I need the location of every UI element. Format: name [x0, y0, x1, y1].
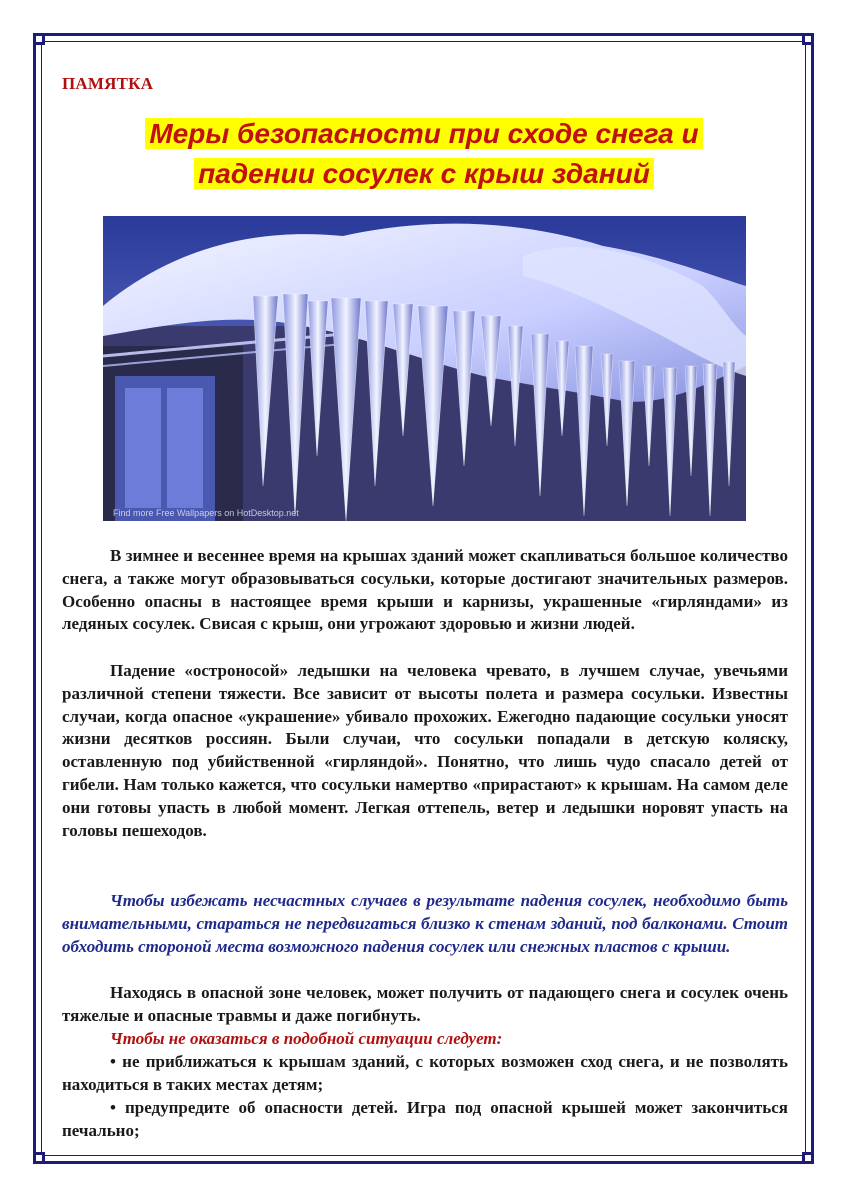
corner-ornament-bottom-right	[802, 1152, 814, 1164]
paragraph-1: В зимнее и весеннее время на крышах зданий может скапливаться большое количество снега, а также могут образовываться сосульки, которые достигают значительных размеров. Особенно опасны в настоящее время крыши и карнизы, украшенные «гирляндами» из ледяных сосулек. Свисая с крыш, они угрожают здоровью и жизни людей.	[62, 546, 788, 634]
paragraph-2: Падение «остроносой» ледышки на человека чревато, в лучшем случае, увечьями различной степени тяжести. Все зависит от высоты полета и размера сосульки. Известны случаи, когда опасное «украшение» убивало прохожих. Ежегодно падающие сосульки уносят жизни десятков россиян. Были случаи, что сосульки попадали в детскую коляску, оставленную под убийственной «гирляндой». Понятно, что лишь чудо спасало детей от гибели. Нам только кажется, что сосульки намертво «прирастают» к крышам. На самом деле они готовы упасть в любой момент. Легкая оттепель, ветер и ледышки норовят упасть на головы пешеходов.	[62, 661, 788, 840]
corner-ornament-top-right	[802, 33, 814, 45]
title-line-2: падении сосулек с крыш зданий	[194, 158, 654, 189]
title-line-1: Меры безопасности при сходе снега и	[145, 118, 702, 149]
photo-watermark: Find more Free Wallpapers on HotDesktop.net	[113, 508, 299, 518]
bullet-item-2: • предупредите об опасности детей. Игра под опасной крышей может закончиться печально;	[62, 1098, 788, 1140]
page-title	[62, 114, 786, 194]
paragraph-recommendations-heading: Чтобы не оказаться в подобной ситуации следует:	[110, 1029, 503, 1048]
paragraph-safety-advice: Чтобы избежать несчастных случаев в результате падения сосулек, необходимо быть внимательными, стараться не передвигаться близко к стенам зданий, под балконами. Стоит обходить стороной места возможного падения сосулек или снежных пластов с крыши.	[62, 891, 788, 956]
corner-ornament-top-left	[33, 33, 45, 45]
memo-label: ПАМЯТКА	[62, 74, 154, 93]
corner-ornament-bottom-left	[33, 1152, 45, 1164]
bullet-item-1: • не приближаться к крышам зданий, с которых возможен сход снега, и не позволять находиться в таких местах детям;	[62, 1052, 788, 1094]
paragraph-danger-zone: Находясь в опасной зоне человек, может получить от падающего снега и сосулек очень тяжелые и опасные травмы и даже погибнуть.	[62, 983, 788, 1025]
icicles-photo	[103, 216, 746, 521]
